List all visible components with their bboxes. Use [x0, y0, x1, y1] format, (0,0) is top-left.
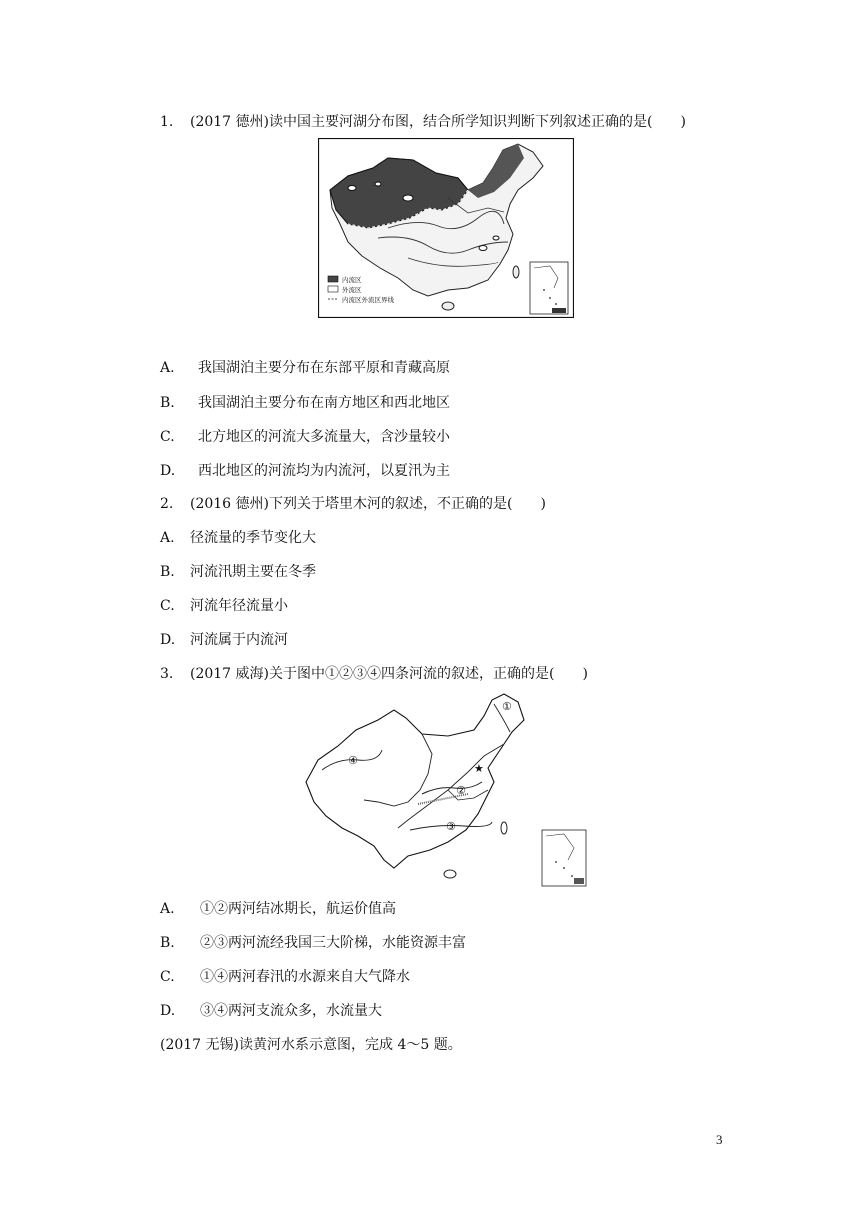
q1-option-d: [160, 461, 450, 481]
map-label-3: ③: [446, 820, 456, 833]
q3-option-c-letter: C.: [160, 969, 175, 985]
q45-intro: (2017 无锡)读黄河水系示意图，完成 4～5 题。: [160, 1037, 462, 1053]
q1-option-a-text: 我国湖泊主要分布在东部平原和青藏高原: [198, 360, 450, 376]
q3-option-d-text: ③④两河支流众多，水流量大: [200, 1003, 382, 1019]
q1-option-b-text: 我国湖泊主要分布在南方地区和西北地区: [198, 395, 450, 411]
q3-option-b-letter: B.: [160, 935, 175, 951]
q2-option-d: [160, 630, 288, 650]
china-rivers-lakes-map: [318, 138, 574, 318]
q2-option-a-text: 径流量的季节变化大: [190, 530, 316, 546]
map-label-2: ②: [456, 784, 466, 797]
q2-stem: (2016 德州)下列关于塔里木河的叙述，不正确的是( ): [190, 496, 546, 512]
q3-stem: (2017 威海)关于图中①②③④四条河流的叙述，正确的是( ): [190, 666, 588, 682]
q3-number: 3.: [160, 666, 174, 682]
map-label-1: ①: [502, 700, 512, 713]
q1-option-b: [160, 393, 450, 413]
legend-interior: 内流区: [342, 276, 362, 284]
q3-option-c: [160, 967, 410, 987]
q3-option-d-letter: D.: [160, 1003, 176, 1019]
q1-option-d-letter: D.: [160, 463, 176, 479]
q2-option-b-text: 河流汛期主要在冬季: [190, 564, 316, 580]
q1-option-a: [160, 358, 450, 378]
svg-text:★: ★: [474, 762, 484, 775]
q2-option-d-letter: D.: [160, 632, 176, 648]
china-four-rivers-map: [298, 690, 590, 890]
map-label-4: ④: [348, 754, 358, 767]
q1-option-b-letter: B.: [160, 395, 175, 411]
q1-stem: (2017 德州)读中国主要河湖分布图，结合所学知识判断下列叙述正确的是( ): [190, 114, 686, 130]
page-number: 3: [716, 1132, 723, 1147]
q2-option-c-text: 河流年径流量小: [190, 598, 288, 614]
q3-option-c-text: ①④两河春汛的水源来自大气降水: [200, 969, 410, 985]
q2-number: 2.: [160, 496, 174, 512]
q2-option-b: [160, 562, 316, 582]
q1-option-c-letter: C.: [160, 429, 175, 445]
q1-option-d-text: 西北地区的河流均为内流河，以夏汛为主: [198, 463, 450, 479]
legend-exterior: 外流区: [342, 286, 362, 294]
q3-option-b-text: ②③两河流经我国三大阶梯，水能资源丰富: [200, 935, 466, 951]
q1-option-a-letter: A.: [160, 360, 175, 376]
q2-option-a-letter: A.: [160, 530, 175, 546]
q3-option-d: [160, 1001, 382, 1021]
q2-option-c: [160, 596, 288, 616]
q3-option-a-letter: A.: [160, 901, 175, 917]
q3-option-a: [160, 899, 396, 919]
q3-option-a-text: ①②两河结冰期长，航运价值高: [200, 901, 396, 917]
q3-option-b: [160, 933, 466, 953]
q2-option-b-letter: B.: [160, 564, 175, 580]
q2-option-d-text: 河流属于内流河: [190, 632, 288, 648]
q1-option-c-text: 北方地区的河流大多流量大，含沙量较小: [198, 429, 450, 445]
q2-option-c-letter: C.: [160, 598, 175, 614]
q1-number: 1.: [160, 114, 174, 130]
q2-option-a: [160, 528, 316, 548]
q1-option-c: [160, 427, 450, 447]
legend-boundary: 内流区外流区界线: [342, 296, 394, 304]
